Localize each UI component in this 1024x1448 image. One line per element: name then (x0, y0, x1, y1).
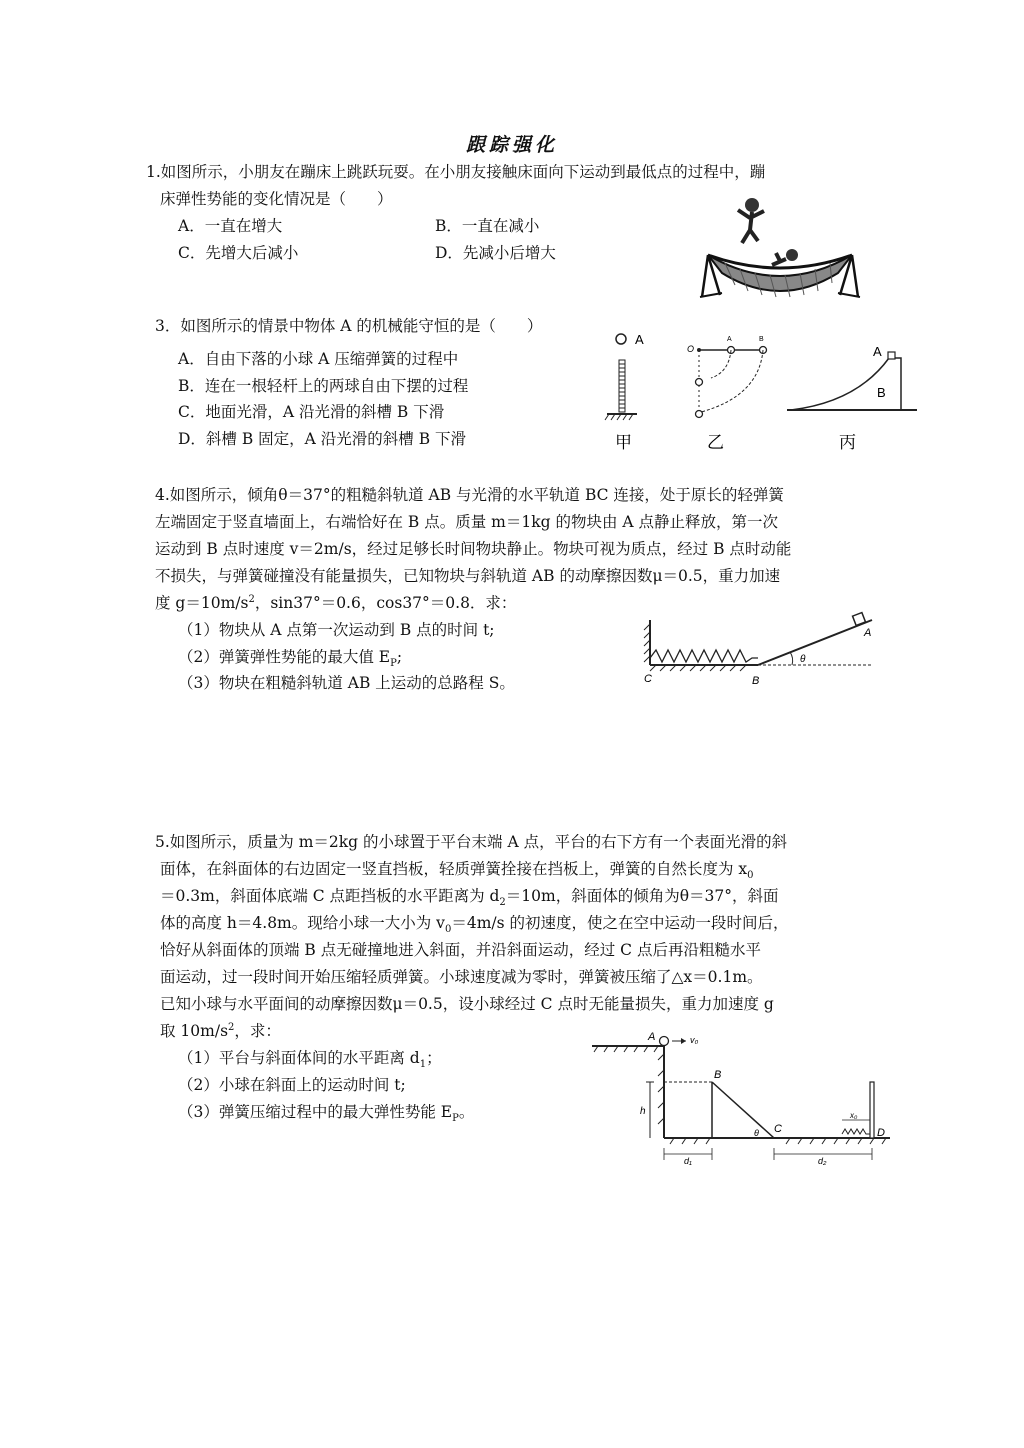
q1-line-1: 1.如图所示，小朋友在蹦床上跳跃玩耍。在小朋友接触床面向下运动到最低点的过程中，蹦 (146, 163, 766, 181)
fig-yi-label-a: A (727, 336, 732, 343)
fig-q5-theta: θ (754, 1128, 759, 1138)
q5-sub-3: （3）弹簧压缩过程中的最大弹性势能 $E_P$。 (178, 1103, 475, 1125)
fig-q5-label-c: C (774, 1123, 782, 1135)
q4-line-2: 左端固定于竖直墙面上，右端恰好在 B 点。质量 m＝1kg 的物块由 A 点静止释放，第一次 (155, 513, 779, 531)
fig-bing-label-b: B (877, 385, 886, 400)
fig-q5-label-b: B (714, 1069, 722, 1081)
fig-q5-label-d: D (877, 1127, 885, 1139)
fig-q5-label-d2: d₂ (818, 1156, 827, 1166)
q3-option-c: C．地面光滑，A 沿光滑的斜槽 B 下滑 (178, 403, 445, 421)
q4-line-3: 运动到 B 点时速度 v＝2m/s，经过足够长时间物块静止。物块可视为质点，经过 B 点时动能 (155, 540, 792, 558)
fig-yi-label-b: B (759, 336, 764, 343)
fig-q5-label-x0: x₀ (850, 1111, 858, 1120)
q1-option-d: D．先减小后增大 (435, 244, 556, 262)
q4-line-1: 4.如图所示，倾角θ＝37°的粗糙斜轨道 AB 与光滑的水平轨道 BC 连接，处于原长的轻弹簧 (155, 486, 784, 504)
q3-option-d: D．斜槽 B 固定，A 沿光滑的斜槽 B 下滑 (178, 430, 467, 448)
q5-line-5: 恰好从斜面体的顶端 B 点无碰撞地进入斜面，并沿斜面运动，经过 C 点后再沿粗糙水平 (160, 941, 761, 959)
q1-option-a: A．一直在增大 (178, 217, 283, 235)
fig-yi-caption: 乙 (707, 433, 724, 452)
q5-sub-1: （1）平台与斜面体间的水平距离 $d_1$； (178, 1049, 442, 1071)
fig-q4-label-c: C (644, 673, 652, 685)
q4-sub-2: （2）弹簧弹性势能的最大值 $E_P$; (178, 648, 403, 670)
fig-jia-caption: 甲 (615, 433, 632, 452)
q1-option-c: C．先增大后减小 (178, 244, 299, 262)
q4-figure (640, 600, 890, 690)
fig-q5-label-h: h (640, 1106, 646, 1117)
q3-line-1: 3．如图所示的情景中物体 A 的机械能守恒的是（ ） (155, 317, 543, 335)
q3-option-b: B．连在一根轻杆上的两球自由下摆的过程 (178, 377, 469, 395)
q5-line-3: ＝0.3m，斜面体底端 C 点距挡板的水平距离为 $d_2=10m$，斜面体的倾角为θ＝37°，斜面 (160, 887, 779, 909)
q5-line-7: 已知小球与水平面间的动摩擦因数μ＝0.5，设小球经过 C 点时无能量损失，重力加速度 g (160, 995, 774, 1013)
fig-q4-theta: θ (800, 654, 806, 665)
fig-q4-label-b: B (752, 675, 760, 687)
q3-figure (595, 330, 925, 460)
page-title: 跟踪强化 (465, 134, 558, 156)
fig-q5-label-a: A (648, 1031, 656, 1043)
q4-line-5: 度 $g=10m/s^2$，sin37°＝0.6，cos37°＝0.8．求： (155, 593, 517, 612)
fig-q4-label-a: A (864, 627, 872, 639)
q4-line-4: 不损失，与弹簧碰撞没有能量损失，已知物块与斜轨道 AB 的动摩擦因数μ＝0.5，重力加速 (155, 567, 781, 585)
q4-sub-1: （1）物块从 A 点第一次运动到 B 点的时间 t; (178, 621, 495, 639)
fig-q5-label-v0: v₀ (690, 1035, 699, 1045)
q1-line-2: 床弹性势能的变化情况是（ ） (160, 190, 393, 208)
fig-bing-label-a: A (873, 344, 882, 359)
q5-line-4: 体的高度 h＝4.8m。现给小球一大小为 $v_0=4m/s$ 的初速度，使之在空中运动一段时间后， (160, 914, 789, 936)
q5-figure (590, 1030, 900, 1170)
fig-jia-label-a: A (635, 332, 644, 347)
q5-line-2: 面体，在斜面体的右边固定一竖直挡板，轻质弹簧拴接在挡板上，弹簧的自然长度为 $x_0$ (160, 860, 754, 882)
q5-line-6: 面运动，过一段时间开始压缩轻质弹簧。小球速度减为零时，弹簧被压缩了△x＝0.1m。 (160, 968, 763, 986)
q5-sub-2: （2）小球在斜面上的运动时间 t; (178, 1076, 406, 1094)
fig-yi-label-o: O (687, 344, 695, 354)
q4-sub-3: （3）物块在粗糙斜轨道 AB 上运动的总路程 S。 (178, 674, 515, 692)
fig-bing-caption: 丙 (839, 433, 856, 452)
fig-q5-label-d1: d₁ (684, 1156, 692, 1166)
trampoline-figure (700, 185, 860, 305)
q1-option-b: B．一直在减小 (435, 217, 540, 235)
q3-option-a: A．自由下落的小球 A 压缩弹簧的过程中 (178, 350, 459, 368)
q5-line-8: 取 $10m/s^2$，求： (160, 1021, 281, 1040)
q5-line-1: 5.如图所示，质量为 m＝2kg 的小球置于平台末端 A 点，平台的右下方有一个表面光滑的斜 (155, 833, 788, 851)
